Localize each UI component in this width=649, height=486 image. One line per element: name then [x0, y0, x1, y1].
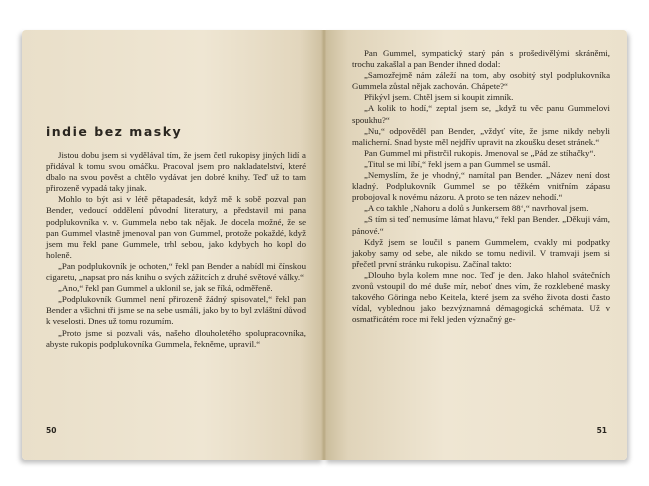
- paragraph: „Nu,“ odpověděl pan Bender, „vždyť víte, že jsme nikdy nebyli malicherní. Snad byste měl nejdřív upravit na zkoušku deset stránek.“: [352, 125, 610, 147]
- left-page: [22, 30, 324, 460]
- paragraph: Mohlo to být asi v létě pětapadesát, když mě k sobě pozval pan Bender, vedoucí oddělení původní literatury, a představil mi pana podplukovníka v. v. Gummela nebo tak nějak. Je docela možné, že se pan Gummel vlastně jmenoval pan von Gummel, protože pokaždé, když jsem mu řekl pane Gummele, trhl sebou, jako kdybych ho kopl do holeně.: [46, 194, 306, 260]
- left-page-text: [46, 150, 306, 350]
- paragraph: „Ano,“ řekl pan Gummel a uklonil se, jak se říká, odměřeně.: [58, 283, 273, 294]
- paragraph: „Proto jsme si pozvali vás, našeho dlouholetého spolupracovníka, abyste rukopis podplukovníka Gummela, řekněme, upravil.“: [46, 327, 306, 349]
- paragraph: „Dlouho byla kolem mne noc. Teď je den. Jako hlahol svátečních zvonů vstoupil do mé duše mír, neboť dnes vím, že rozklebené masky takového Göringa nebo Keitela, které jsem za svého života dosti často vídal, vyblednou jako bezvýznamná démagogická schémata. Už v osmatřicátém roce mi řekl jeden význačný ge-: [352, 269, 610, 325]
- right-page: [324, 30, 627, 460]
- page-number: 51: [596, 426, 607, 435]
- paragraph: „A co takhle ‚Nahoru a dolů s Junkersem 88‘,“ navrhoval jsem.: [364, 203, 589, 214]
- paragraph: „Titul se mi líbí,“ řekl jsem a pan Gummel se usmál.: [364, 158, 551, 169]
- book-gutter: [321, 30, 327, 460]
- paragraph: „Pan podplukovník je ochoten,“ řekl pan Bender a nabídl mi čínskou cigaretu, „napsat pro nás knihu o svých zážitcích z druhé světové války.“: [46, 260, 306, 283]
- paragraph: Pan Gummel mi přistrčil rukopis. Jmenoval se „Pád ze stíhačky“.: [364, 147, 596, 158]
- paragraph: „S tím si teď nemusíme lámat hlavu,“ řekl pan Bender. „Děkuji vám, pánové.“: [352, 214, 610, 236]
- paragraph: Když jsem se loučil s panem Gummelem, cvakly mi podpatky jakoby samy od sebe, ale nikdo se tomu nedivil. V tramvaji jsem si přečetl první stránku rukopisu. Začínal takto:: [352, 236, 610, 269]
- paragraph: Pan Gummel, sympatický starý pán s prošedivělými skráněmi, trochu zakašlal a pan Bender ihned dodal:: [352, 48, 610, 70]
- paragraph: „Samozřejmě nám záleží na tom, aby osobitý styl podplukovníka Gummela zůstal nějak zachován. Chápete?“: [352, 70, 610, 92]
- paragraph: Přikývl jsem. Chtěl jsem si koupit zimník.: [364, 92, 514, 103]
- open-book: [22, 30, 627, 460]
- paragraph: „Nemyslím, že je vhodný,“ namítal pan Bender. „Název není dost kladný. Podplukovník Gummel se po těžkém vnitřním zápasu probojoval k novému názoru. A proto se ten název nehodí.“: [352, 170, 610, 203]
- paragraph: „Podplukovník Gummel není přirozeně žádný spisovatel,“ řekl pan Bender a všichni tři jsme se na sebe usmáli, jako by to byl zvláštní důvod k veselosti. Dnes už tomu rozumím.: [46, 294, 306, 327]
- right-page-text: [352, 48, 610, 325]
- page-number: 50: [46, 426, 57, 435]
- paragraph: „A kolik to hodí,“ zeptal jsem se, „když tu věc panu Gummelovi spoukhu?“: [352, 103, 610, 125]
- paragraph: Jistou dobu jsem si vydělával tím, že jsem četl rukopisy jiných lidí a přidával k tomu svou omáčku. Pracoval jsem pro nakladatelství, které dbalo na svou pověst a chtělo vydávat jen dobré knihy. Teď už to tam přirozeně vypadá taky jinak.: [46, 150, 306, 194]
- chapter-heading: indie bez masky: [46, 124, 183, 139]
